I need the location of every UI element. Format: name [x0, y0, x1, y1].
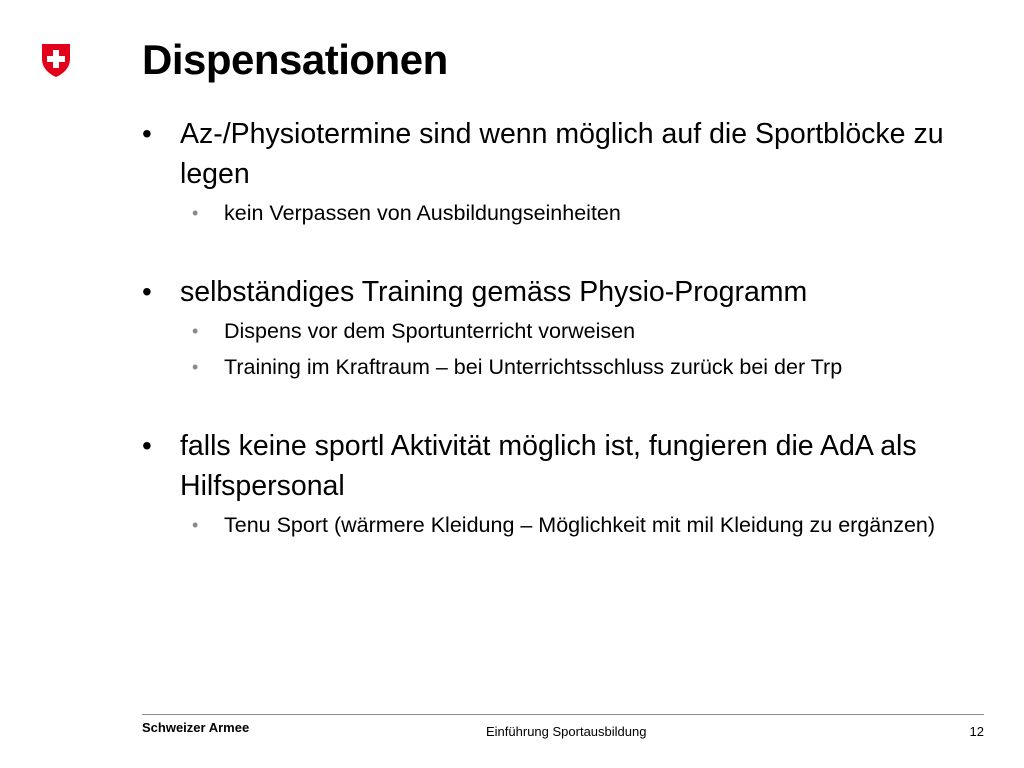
sub-list-item-text: Tenu Sport (wärmere Kleidung – Möglichkeit mit mil Kleidung zu ergänzen): [224, 513, 936, 537]
bullet-icon: •: [142, 276, 152, 307]
list-item-text: selbständiges Training gemäss Physio-Programm: [180, 276, 808, 308]
page-title: Dispensationen: [142, 36, 448, 83]
footer-course-title: Einführung Sportausbildung: [486, 724, 647, 739]
sub-bullet-icon: •: [192, 203, 199, 223]
sub-list-item: [180, 198, 982, 228]
sub-bullet-icon: •: [192, 321, 199, 341]
footer-divider: [142, 714, 984, 715]
list-item: [142, 272, 982, 382]
list-item-text: falls keine sportl Aktivität möglich ist, fungieren die AdA als Hilfspersonal: [180, 430, 917, 502]
sub-list-item-text: Training im Kraftraum – bei Unterrichtsschluss zurück bei der Trp: [224, 355, 843, 379]
page-number: 12: [969, 724, 984, 739]
sub-list-item-text: kein Verpassen von Ausbildungseinheiten: [224, 201, 621, 225]
sub-list: [180, 316, 982, 382]
bullet-list: [142, 114, 982, 540]
sub-list-item: [180, 316, 982, 346]
sub-list: [180, 510, 982, 540]
list-item: [142, 114, 982, 228]
swiss-shield-icon: [40, 42, 72, 78]
sub-list-item-text: Dispens vor dem Sportunterricht vorweisen: [224, 319, 636, 343]
sub-list-item: [180, 352, 982, 382]
sub-bullet-icon: •: [192, 515, 199, 535]
sub-list-item: [180, 510, 982, 540]
footer-organization: Schweizer Armee: [142, 720, 250, 735]
sub-list: [180, 198, 982, 228]
bullet-icon: •: [142, 118, 152, 149]
sub-bullet-icon: •: [192, 357, 199, 377]
list-item: [142, 426, 982, 540]
list-item-text: Az-/Physiotermine sind wenn möglich auf die Sportblöcke zu legen: [180, 118, 944, 190]
bullet-icon: •: [142, 430, 152, 461]
